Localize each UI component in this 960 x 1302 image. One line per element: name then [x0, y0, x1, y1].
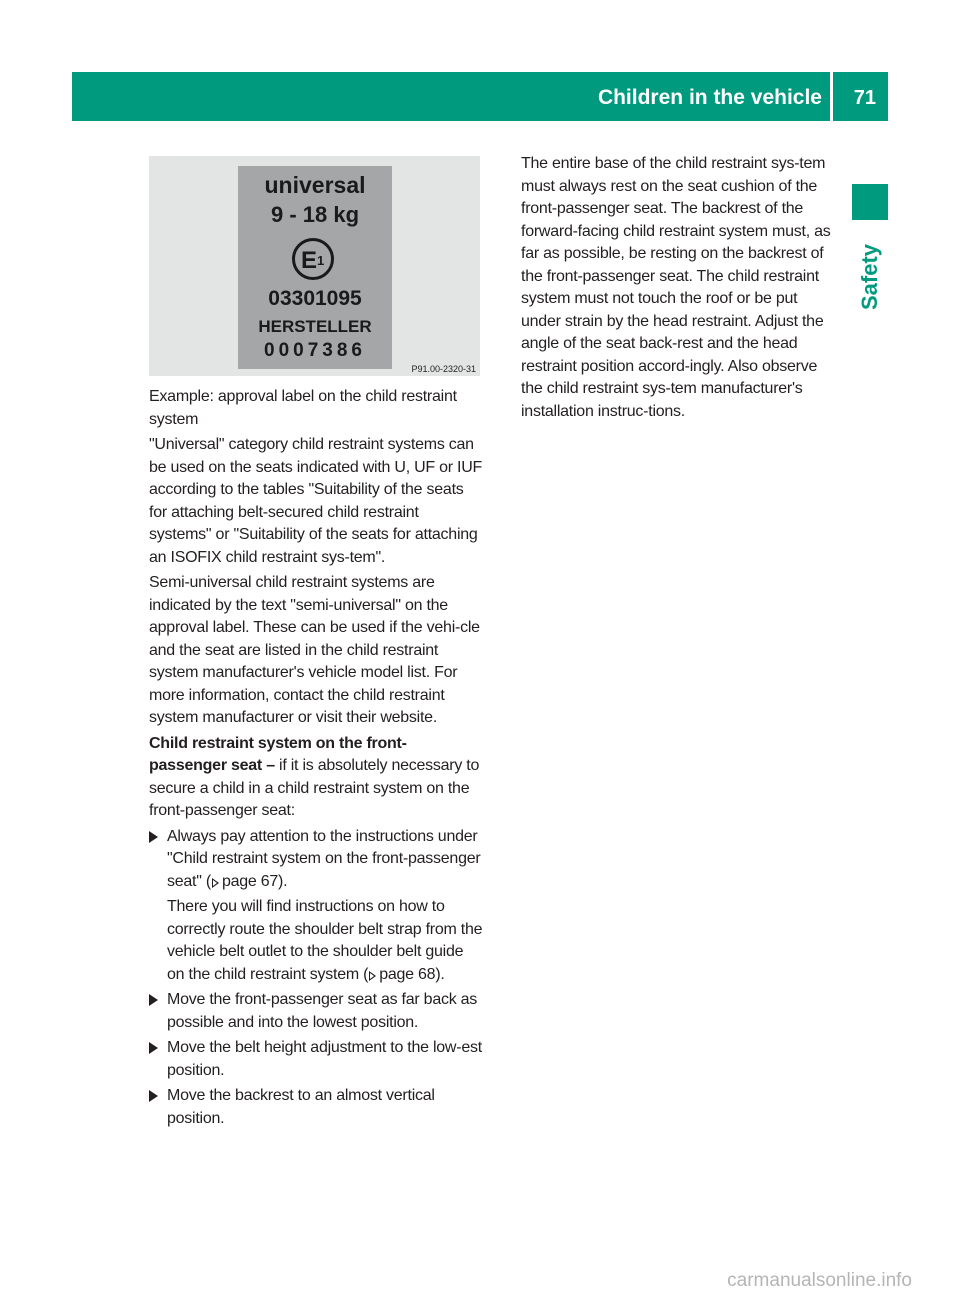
front-passenger-text: if it is absolutely necessary to secure a child in a child restraint system on the front-passenger seat: [149, 757, 480, 819]
page-number: 71 [853, 87, 876, 109]
step-arrow-icon [149, 1090, 158, 1102]
step-arrow-icon [149, 831, 158, 843]
page-ref-arrow-icon [368, 969, 376, 979]
paragraph-seat-base: The entire base of the child restraint sys-tem must always rest on the seat cushion of the front-passenger seat. The backrest of the forward-facing child restraint system must, as far as possible, be resting on the backrest of the front-passenger seat. The child restraint system must not touch the roof or be put under strain by the head restraint. Adjust the angle of the seat back-rest and the head restraint position accord-ingly. Also observe the child restraint sys-tem manufacturer's installation instruc-tions. [521, 155, 831, 420]
left-column [149, 386, 483, 1133]
instruction-step [149, 1085, 483, 1130]
step-text-part: There you will find instructions on how to correctly route the shoulder belt strap from the vehicle belt outlet to the shoulder belt guide on the child restraint system ( [167, 898, 483, 983]
page-ref-arrow-icon [211, 876, 219, 886]
approval-label [238, 166, 392, 369]
step-arrow-icon [149, 1042, 158, 1054]
instruction-step [149, 1037, 483, 1082]
label-serial: 0007386 [264, 340, 366, 361]
approval-label-figure [149, 156, 480, 376]
header-bar [72, 72, 888, 121]
paragraph-universal: "Universal" category child restraint systems can be used on the seats indicated with U, UF or IUF according to the tables "Suitability of the seats for attaching belt-secured child restraint systems" or "Suitability of the seats for attaching an ISOFIX child restraint sys-tem". [149, 436, 483, 566]
step-subtext [167, 896, 483, 986]
paragraph-semi-universal: Semi-universal child restraint systems are indicated by the text "semi-universal" on the approval label. These can be used if the vehi-cle and the seat are listed in the child restraint system manufacturer's vehicle model list. For more information, contact the child restraint system manufacturer or visit their website. [149, 574, 480, 726]
svg-text:1: 1 [317, 253, 325, 268]
label-manufacturer: HERSTELLER [258, 317, 372, 336]
label-approval-number: 03301095 [268, 287, 362, 310]
page-reference-link[interactable]: page 67 [221, 872, 279, 890]
step-text [167, 826, 483, 894]
svg-text:E: E [301, 247, 318, 274]
step-text-part: ). [278, 872, 288, 890]
right-column [521, 153, 839, 426]
figure-caption: Example: approval label on the child restraint system [149, 388, 457, 428]
step-arrow-icon [149, 994, 158, 1006]
approval-mark-icon [291, 237, 335, 281]
step-text: Move the belt height adjustment to the low-est position. [167, 1039, 482, 1079]
front-passenger-paragraph [149, 733, 483, 823]
page-reference-link[interactable]: page 68 [379, 965, 436, 983]
instruction-step [149, 989, 483, 1034]
section-title: Children in the vehicle [597, 86, 822, 109]
step-text-part: ). [435, 965, 445, 983]
side-tab-label: Safety [857, 243, 882, 311]
step-text: Move the front-passenger seat as far back as possible and into the lowest position. [167, 991, 478, 1031]
watermark: carmanualsonline.info [727, 1270, 912, 1291]
step-text-part: Always pay attention to the instructions under "Child restraint system on the front-passenger seat" ( [167, 827, 481, 890]
side-tab-marker [852, 184, 888, 220]
instruction-step [149, 826, 483, 987]
header-divider [830, 72, 833, 121]
front-passenger-heading: Child restraint system on the front-passenger seat – [149, 734, 407, 774]
figure-code: P91.00-2320-31 [411, 364, 476, 374]
label-category: universal [264, 172, 366, 198]
label-weight: 9 - 18 kg [270, 202, 360, 227]
step-text: Move the backrest to an almost vertical position. [167, 1087, 435, 1127]
